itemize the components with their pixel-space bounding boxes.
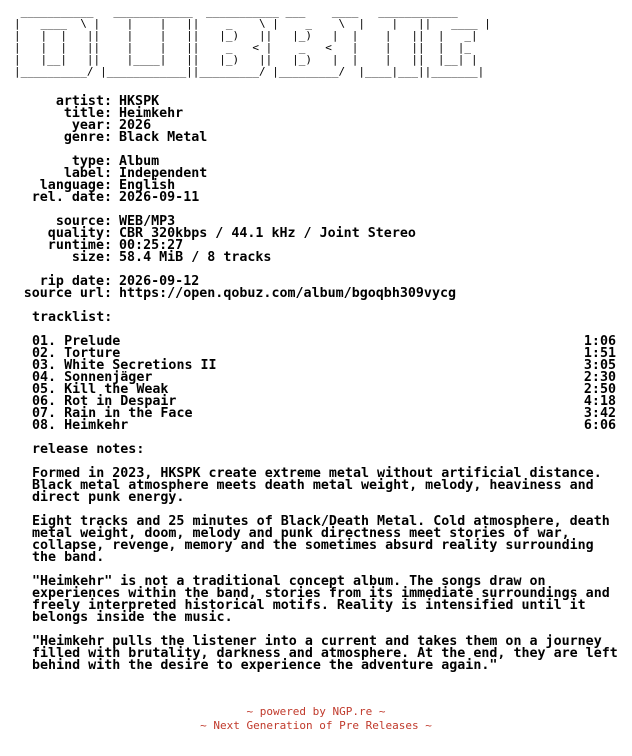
- info-row-size: [0, 252, 456, 264]
- release-notes-paragraph: "Heimkehr" is not a traditional concept album. The songs draw on experiences within the band, stories from its immediate surroundings and freely interpreted historical motifs. Reality is intensified until it belongs inside the music.: [32, 574, 610, 625]
- track-title: Heimkehr: [64, 418, 129, 433]
- track-title: Prelude: [64, 334, 121, 349]
- tracklist-section: [32, 312, 616, 432]
- track-number: 07.: [32, 406, 57, 421]
- info-key: runtime:: [47, 238, 112, 253]
- info-key: language:: [39, 178, 112, 193]
- track-number: 01.: [32, 334, 57, 349]
- info-row-genre: [0, 132, 456, 144]
- track-title: Rot in Despair: [64, 394, 177, 409]
- release-notes-paragraph: Formed in 2023, HKSPK create extreme metal without artificial distance. Black metal atmosphere meets death metal weight, melody, heaviness and direct punk energy.: [32, 466, 602, 505]
- track-title: Torture: [64, 346, 121, 361]
- release-info: [0, 96, 456, 300]
- info-row-sourceurl: [0, 288, 456, 300]
- info-value: 2026: [119, 118, 152, 133]
- info-value: WEB/MP3: [119, 214, 176, 229]
- track-duration: 3:05: [583, 358, 616, 373]
- track-number: 04.: [32, 370, 57, 385]
- track-number: 05.: [32, 382, 57, 397]
- info-value: 00:25:27: [119, 238, 184, 253]
- track-number: 02.: [32, 346, 57, 361]
- track-title: White Secretions II: [64, 358, 217, 373]
- track-duration: 6:06: [583, 418, 616, 433]
- info-value: CBR 320kbps / 44.1 kHz / Joint Stereo: [119, 226, 416, 241]
- info-value: HKSPK: [119, 94, 160, 109]
- tracklist-heading: tracklist:: [32, 310, 113, 325]
- info-key: year:: [71, 118, 112, 133]
- track-duration: 1:51: [583, 346, 616, 361]
- track-duration: 1:06: [583, 334, 616, 349]
- track-duration: 2:30: [583, 370, 616, 385]
- info-key: size:: [71, 250, 112, 265]
- track-duration: 3:42: [583, 406, 616, 421]
- info-value: Independent: [119, 166, 208, 181]
- info-value: 2026-09-12: [119, 274, 200, 289]
- track-duration: 2:50: [583, 382, 616, 397]
- info-key: rip date:: [39, 274, 112, 289]
- info-row-title: [0, 108, 456, 120]
- release-notes-paragraph: Eight tracks and 25 minutes of Black/Death Metal. Cold atmosphere, death metal weight, doom, melody and punk directness meet stories of war, collapse, revenge, memory and the sometimes absurd reality surrounding the band.: [32, 514, 610, 565]
- info-key: quality:: [47, 226, 112, 241]
- info-key: title:: [63, 106, 112, 121]
- track-row: [32, 420, 616, 432]
- track-number: 03.: [32, 358, 57, 373]
- info-key: artist:: [55, 94, 112, 109]
- release-notes-section: [32, 444, 622, 672]
- track-duration: 4:18: [583, 394, 616, 409]
- info-row-reldate: [0, 192, 456, 204]
- info-key: type:: [71, 154, 112, 169]
- track-title: Rain in the Face: [64, 406, 193, 421]
- info-value: Heimkehr: [119, 106, 184, 121]
- track-title: Kill the Weak: [64, 382, 169, 397]
- ascii-logo: ___________ ____________ ___________ ___ ____ ____________ | ____ \ | | | || _ \ | _ \ | | || ____ | | | | || | | || |_) || |_) | | | || | _| | | | || | | || _ < | _ < | | || | |_ | |__| || |____| || |_) || |_) | | | || |__| | |__________/ |____________||_________/ |_________/ |____|___||_______|: [14, 5, 491, 78]
- info-value: English: [119, 178, 176, 193]
- track-number: 06.: [32, 394, 57, 409]
- info-key: label:: [63, 166, 112, 181]
- info-key: rel. date:: [31, 190, 112, 205]
- footer-tagline: ~ Next Generation of Pre Releases ~: [200, 719, 432, 732]
- info-value: 58.4 MiB / 8 tracks: [119, 250, 272, 265]
- info-value-link[interactable]: https://open.qobuz.com/album/bgoqbh309vycg: [119, 286, 457, 301]
- info-value: Black Metal: [119, 130, 208, 145]
- release-notes-paragraph: "Heimkehr pulls the listener into a current and takes them on a journey filled with brutality, darkness and atmosphere. At the end, they are left behind with the desire to experience the adventure again.": [32, 634, 618, 673]
- track-title: Sonnenjäger: [64, 370, 153, 385]
- info-value: 2026-09-11: [119, 190, 200, 205]
- tracklist: [32, 336, 616, 432]
- track-number: 08.: [32, 418, 57, 433]
- info-key: genre:: [63, 130, 112, 145]
- release-notes-heading: release notes:: [32, 442, 145, 457]
- footer-powered-by: ~ powered by NGP.re ~: [246, 705, 386, 718]
- info-key: source url:: [23, 286, 112, 301]
- info-key: source:: [55, 214, 112, 229]
- info-value: Album: [119, 154, 160, 169]
